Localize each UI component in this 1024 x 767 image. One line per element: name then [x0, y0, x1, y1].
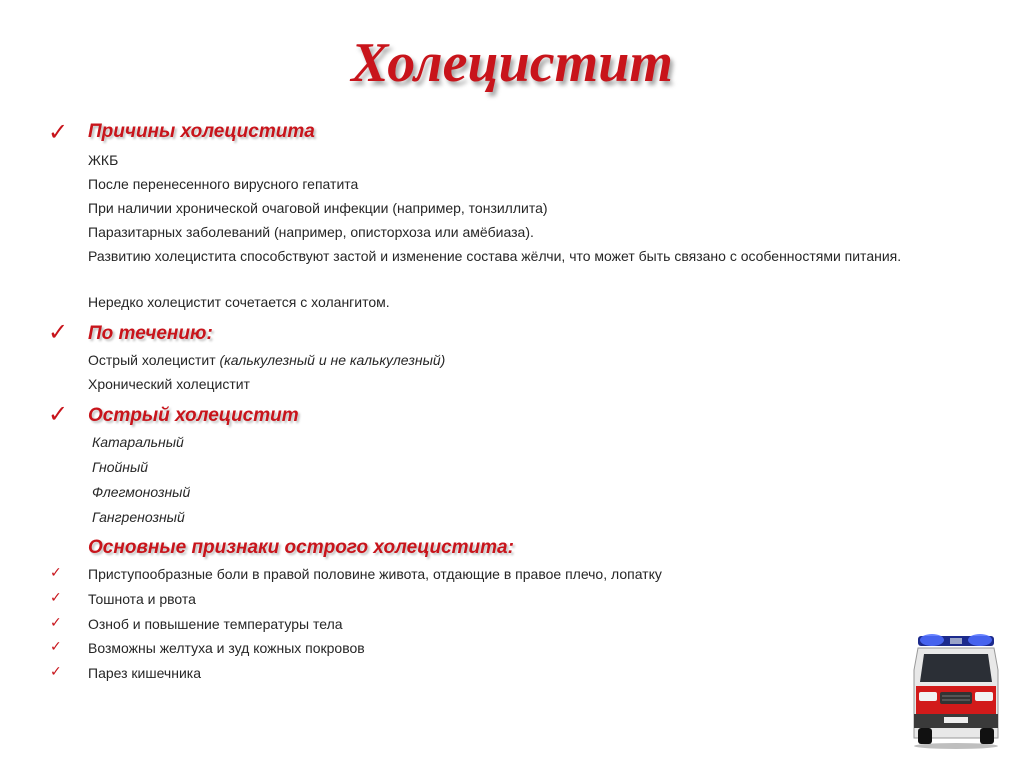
signs-item: Возможны желтуха и зуд кожных покровов	[88, 640, 365, 656]
check-icon: ✓	[48, 400, 69, 428]
signs-item: Приступообразные боли в правой половине живота, отдающие в правое плечо, лопатку	[88, 566, 662, 582]
course-heading: По течению:	[88, 323, 213, 344]
course-acute-note: (калькулезный и не калькулезный)	[219, 352, 446, 368]
signs-item: Озноб и повышение температуры тела	[88, 616, 343, 632]
ambulance-icon	[910, 630, 1002, 750]
signs-item: Тошнота и рвота	[88, 591, 196, 607]
acute-heading: Острый холецистит	[88, 405, 299, 426]
acute-type: Гангренозный	[92, 509, 185, 525]
acute-type: Катаральный	[92, 434, 184, 450]
acute-type: Гнойный	[92, 459, 149, 475]
check-icon: ✓	[48, 118, 69, 146]
signs-item: Парез кишечника	[88, 665, 201, 681]
check-icon: ✓	[48, 318, 69, 346]
check-bullet-icon: ✓	[50, 615, 62, 631]
check-bullet-icon: ✓	[50, 590, 62, 606]
course-item-acute	[88, 351, 445, 369]
slide-title: Холецистит	[351, 32, 673, 94]
causes-item: ЖКБ	[88, 152, 119, 168]
causes-item: Нередко холецистит сочетается с холангитом.	[88, 294, 390, 310]
check-bullet-icon: ✓	[50, 664, 62, 680]
causes-item: При наличии хронической очаговой инфекции (например, тонзиллита)	[88, 200, 548, 216]
course-item-chronic: Хронический холецистит	[88, 376, 250, 392]
acute-type: Флегмонозный	[92, 484, 191, 500]
signs-heading: Основные признаки острого холецистита:	[88, 537, 514, 558]
causes-item: После перенесенного вирусного гепатита	[88, 176, 359, 192]
causes-item: Развитию холецистита способствуют застой и изменение состава жёлчи, что может быть связано с особенностями питания.	[88, 248, 902, 264]
check-bullet-icon: ✓	[50, 565, 62, 581]
check-bullet-icon: ✓	[50, 639, 62, 655]
course-acute-label: Острый холецистит	[88, 352, 220, 368]
causes-item: Паразитарных заболеваний (например, описторхоза или амёбиаза).	[88, 224, 534, 240]
causes-heading: Причины холецистита	[88, 121, 315, 142]
